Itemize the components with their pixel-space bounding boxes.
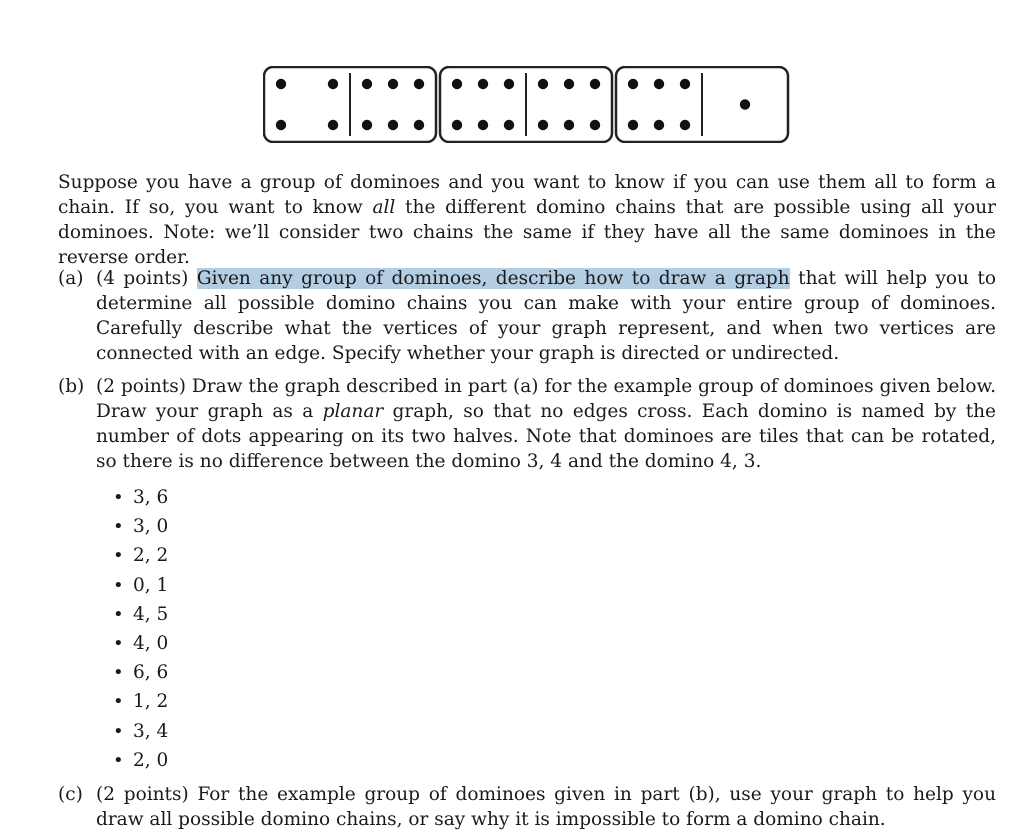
domino-label: 3, 6 xyxy=(133,487,169,508)
domino-pip xyxy=(362,120,372,130)
list-item xyxy=(113,689,168,718)
part-b-text-1: (2 points) Draw the graph described in part (a) for the example group of dominoes given below. Draw your graph as a xyxy=(96,376,996,422)
part-b-emphasis: planar xyxy=(322,401,384,422)
domino-label: 0, 1 xyxy=(133,574,169,596)
domino-pip xyxy=(538,120,548,130)
list-item xyxy=(113,573,168,602)
domino-label: 2, 0 xyxy=(133,749,169,771)
domino-pip xyxy=(590,120,600,130)
domino-list xyxy=(113,485,168,777)
list-item xyxy=(113,660,168,689)
domino-pip xyxy=(276,79,286,89)
domino-pip xyxy=(328,79,338,89)
part-b-text-2: graph, so that no edges cross. Each domino is named by the number of dots appearing on its two halves. Note that dominoes are tiles that can be rotated, so there is no difference between the domino 3, 4 and the domino 4, 3. xyxy=(96,401,996,472)
bullet-icon: • xyxy=(113,691,124,713)
domino-label: 6, 6 xyxy=(133,662,169,684)
domino-pip xyxy=(538,79,548,89)
domino-chain-figure xyxy=(263,66,803,143)
domino-pip xyxy=(564,79,574,89)
domino-pip xyxy=(504,79,514,89)
domino-pip xyxy=(654,120,664,130)
domino-pip xyxy=(276,120,286,130)
domino-tile xyxy=(264,67,436,142)
highlighted-text[interactable]: Given any group of dominoes, describe how to draw a graph xyxy=(196,268,790,289)
part-a-points: (4 points) xyxy=(96,268,197,289)
domino-label: 4, 5 xyxy=(133,603,169,625)
part-a-rest: that will help you to determine all possible domino chains you can make with your entire group of dominoes. Carefully describe what the vertices of your graph represent, and when two vertices are connected with an edge. Specify whether your graph is directed or undirected. xyxy=(96,268,996,364)
bullet-icon: • xyxy=(113,516,124,538)
domino-pip xyxy=(452,120,462,130)
list-item xyxy=(113,543,168,572)
domino-pip xyxy=(414,79,424,89)
domino-tile xyxy=(440,67,612,142)
domino-pip xyxy=(414,120,424,130)
bullet-icon: • xyxy=(113,487,124,508)
domino-pip xyxy=(680,120,690,130)
domino-pip xyxy=(452,79,462,89)
intro-paragraph xyxy=(58,170,996,270)
part-c-text: (2 points) For the example group of dominoes given in part (b), use your graph to help you draw all possible domino chains, or say why it is impossible to form a domino chain. xyxy=(96,784,996,830)
list-item xyxy=(113,602,168,631)
list-item xyxy=(113,631,168,660)
domino-pip xyxy=(564,120,574,130)
part-b xyxy=(58,374,996,474)
list-item xyxy=(113,748,168,777)
bullet-icon: • xyxy=(113,749,124,771)
bullet-icon: • xyxy=(113,545,124,567)
domino-pip xyxy=(680,79,690,89)
domino-label: 3, 4 xyxy=(133,720,169,742)
domino-pip xyxy=(628,79,638,89)
domino-pip xyxy=(590,79,600,89)
intro-text-2: the different domino chains that are possible using all your dominoes. Note: we’ll consider two chains the same if they have all the same dominoes in the reverse order. xyxy=(58,197,996,268)
part-a-label: (a) xyxy=(58,268,84,289)
domino-pip xyxy=(504,120,514,130)
bullet-icon: • xyxy=(113,574,124,596)
part-c xyxy=(58,782,996,832)
list-item xyxy=(113,719,168,748)
domino-label: 2, 2 xyxy=(133,545,169,567)
bullet-icon: • xyxy=(113,662,124,684)
domino-tile xyxy=(616,67,788,142)
domino-pip xyxy=(478,79,488,89)
domino-label: 1, 2 xyxy=(133,691,169,713)
domino-pip xyxy=(740,99,750,109)
domino-pip xyxy=(628,120,638,130)
domino-pip xyxy=(328,120,338,130)
list-item xyxy=(113,514,168,543)
part-a xyxy=(58,266,996,366)
part-b-text xyxy=(96,374,996,474)
domino-pip xyxy=(388,120,398,130)
domino-pip xyxy=(388,79,398,89)
bullet-icon: • xyxy=(113,720,124,742)
list-item xyxy=(113,485,168,514)
domino-label: 4, 0 xyxy=(133,632,169,654)
intro-emphasis: all xyxy=(372,197,396,218)
part-b-label: (b) xyxy=(58,376,85,397)
domino-pip xyxy=(478,120,488,130)
domino-pip xyxy=(362,79,372,89)
part-c-label: (c) xyxy=(58,784,83,805)
part-a-text xyxy=(96,266,996,366)
bullet-icon: • xyxy=(113,632,124,654)
domino-label: 3, 0 xyxy=(133,516,169,538)
domino-pip xyxy=(654,79,664,89)
intro-text-1: Suppose you have a group of dominoes and you want to know if you can use them all to form a chain. If so, you want to know xyxy=(58,172,996,218)
bullet-icon: • xyxy=(113,603,124,625)
